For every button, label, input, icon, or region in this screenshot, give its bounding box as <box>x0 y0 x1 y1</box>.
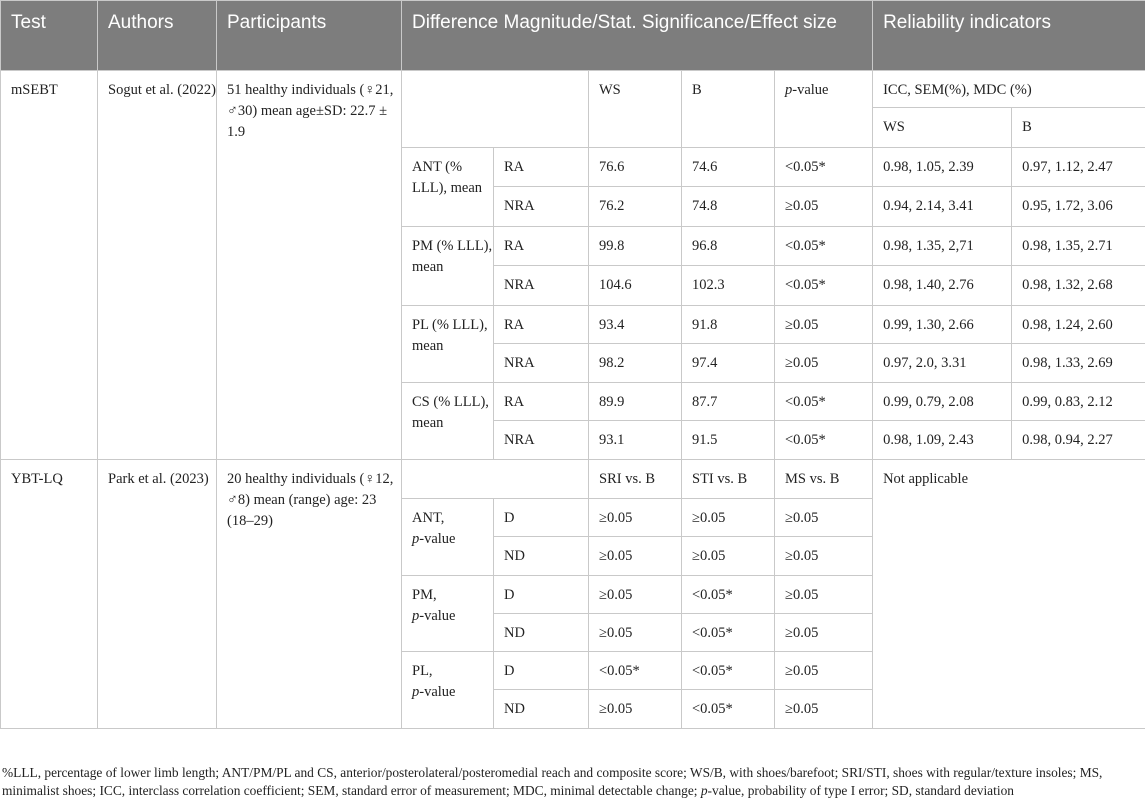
cell-test: mSEBT <box>1 71 98 460</box>
p-value: ≥0.05 <box>775 187 873 227</box>
sti-value: ≥0.05 <box>682 499 775 537</box>
b-value: 91.5 <box>682 421 775 460</box>
footnote-part2: -value, probability of type I error; SD, standard deviation <box>708 783 1014 798</box>
rel-b-value: 0.99, 0.83, 2.12 <box>1012 383 1145 421</box>
header-reliability: Reliability indicators <box>873 1 1145 71</box>
sti-value: <0.05* <box>682 690 775 729</box>
p-value: <0.05* <box>775 227 873 266</box>
col-ms-header: MS vs. B <box>775 460 873 499</box>
rel-b-value: 0.98, 0.94, 2.27 <box>1012 421 1145 460</box>
cell-empty-header <box>402 71 589 148</box>
measure-label: CS (% LLL), mean <box>402 383 494 460</box>
p-value: ≥0.05 <box>775 344 873 383</box>
rel-b-value: 0.98, 1.35, 2.71 <box>1012 227 1145 266</box>
rel-b-value: 0.95, 1.72, 3.06 <box>1012 187 1145 227</box>
pvalue-rest: -value <box>419 531 455 547</box>
b-value: 74.8 <box>682 187 775 227</box>
ws-value: 93.1 <box>589 421 682 460</box>
pvalue-rest: -value <box>419 684 455 700</box>
ms-value: ≥0.05 <box>775 499 873 537</box>
rel-ws-header: WS <box>873 108 1012 148</box>
ws-value: 76.2 <box>589 187 682 227</box>
rel-b-value: 0.98, 1.24, 2.60 <box>1012 306 1145 344</box>
col-sri-header: SRI vs. B <box>589 460 682 499</box>
sri-value: ≥0.05 <box>589 537 682 576</box>
sri-value: <0.05* <box>589 652 682 690</box>
p-value: <0.05* <box>775 421 873 460</box>
study-msebt-body <box>1 71 1145 460</box>
pvalue-italic: p <box>785 82 792 98</box>
pvalue-italic: p <box>412 684 419 700</box>
measure-label <box>402 499 494 576</box>
ws-value: 76.6 <box>589 148 682 187</box>
cell-authors: Sogut et al. (2022) <box>98 71 217 460</box>
measure-label: PL (% LLL), mean <box>402 306 494 383</box>
condition-cell: NRA <box>494 187 589 227</box>
footnote-p-italic: p <box>701 783 708 798</box>
rel-ws-value: 0.98, 1.09, 2.43 <box>873 421 1012 460</box>
measure-label <box>402 576 494 652</box>
cell-test: YBT-LQ <box>1 460 98 729</box>
measure-label: PM (% LLL), mean <box>402 227 494 306</box>
cell-participants: 20 healthy individuals (♀12, ♂8) mean (range) age: 23 (18–29) <box>217 460 402 729</box>
b-value: 102.3 <box>682 266 775 306</box>
study-ybt-body <box>1 460 1145 729</box>
table-row <box>1 460 1145 499</box>
table-footnote <box>0 764 1140 800</box>
rel-b-header: B <box>1012 108 1145 148</box>
b-value: 74.6 <box>682 148 775 187</box>
ws-value: 93.4 <box>589 306 682 344</box>
ms-value: ≥0.05 <box>775 537 873 576</box>
b-value: 91.8 <box>682 306 775 344</box>
condition-cell: NRA <box>494 421 589 460</box>
measure-name: ANT, <box>412 510 444 526</box>
ws-value: 89.9 <box>589 383 682 421</box>
col-b-header: B <box>682 71 775 148</box>
sri-value: ≥0.05 <box>589 690 682 729</box>
condition-cell: D <box>494 576 589 614</box>
sti-value: <0.05* <box>682 576 775 614</box>
rel-ws-value: 0.99, 1.30, 2.66 <box>873 306 1012 344</box>
sti-value: <0.05* <box>682 652 775 690</box>
b-value: 96.8 <box>682 227 775 266</box>
measure-name: PL, <box>412 663 433 679</box>
ms-value: ≥0.05 <box>775 652 873 690</box>
header-difference: Difference Magnitude/Stat. Significance/Effect size <box>402 1 873 71</box>
condition-cell: RA <box>494 148 589 187</box>
pvalue-rest: -value <box>419 608 455 624</box>
rel-ws-value: 0.94, 2.14, 3.41 <box>873 187 1012 227</box>
condition-cell: RA <box>494 306 589 344</box>
cell-authors: Park et al. (2023) <box>98 460 217 729</box>
header-authors: Authors <box>98 1 217 71</box>
col-ws-header: WS <box>589 71 682 148</box>
condition-cell: NRA <box>494 266 589 306</box>
ms-value: ≥0.05 <box>775 614 873 652</box>
measure-label: ANT (% LLL), mean <box>402 148 494 227</box>
b-value: 87.7 <box>682 383 775 421</box>
condition-cell: ND <box>494 537 589 576</box>
reliability-subheader: ICC, SEM(%), MDC (%) <box>873 71 1145 108</box>
condition-cell: ND <box>494 614 589 652</box>
rel-ws-value: 0.98, 1.05, 2.39 <box>873 148 1012 187</box>
measure-label <box>402 652 494 729</box>
sri-value: ≥0.05 <box>589 576 682 614</box>
p-value: <0.05* <box>775 266 873 306</box>
condition-cell: RA <box>494 383 589 421</box>
reliability-na: Not applicable <box>873 460 1145 729</box>
measure-name: PM, <box>412 587 437 603</box>
pvalue-italic: p <box>412 531 419 547</box>
cell-empty-header <box>402 460 589 499</box>
condition-cell: RA <box>494 227 589 266</box>
sti-value: ≥0.05 <box>682 537 775 576</box>
p-value: <0.05* <box>775 148 873 187</box>
b-value: 97.4 <box>682 344 775 383</box>
ms-value: ≥0.05 <box>775 690 873 729</box>
rel-b-value: 0.97, 1.12, 2.47 <box>1012 148 1145 187</box>
ws-value: 104.6 <box>589 266 682 306</box>
header-test: Test <box>1 1 98 71</box>
col-pvalue-header <box>775 71 873 148</box>
condition-cell: D <box>494 652 589 690</box>
rel-ws-value: 0.98, 1.40, 2.76 <box>873 266 1012 306</box>
condition-cell: ND <box>494 690 589 729</box>
sti-value: <0.05* <box>682 614 775 652</box>
rel-b-value: 0.98, 1.32, 2.68 <box>1012 266 1145 306</box>
p-value: ≥0.05 <box>775 306 873 344</box>
header-row <box>1 1 1145 71</box>
ws-value: 98.2 <box>589 344 682 383</box>
footnote-part1: %LLL, percentage of lower limb length; ANT/PM/PL and CS, anterior/posterolateral/posteromedial reach and composite score; WS/B, with shoes/barefoot; SRI/STI, shoes with regular/texture insoles; MS, minimalist shoes; ICC, interclass correlation coefficient; SEM, standard error of measurement; MDC, minimal detectable change; <box>2 765 1102 798</box>
col-sti-header: STI vs. B <box>682 460 775 499</box>
sri-value: ≥0.05 <box>589 499 682 537</box>
sri-value: ≥0.05 <box>589 614 682 652</box>
rel-b-value: 0.98, 1.33, 2.69 <box>1012 344 1145 383</box>
table-row <box>1 71 1145 108</box>
pvalue-rest: -value <box>792 82 828 98</box>
condition-cell: D <box>494 499 589 537</box>
pvalue-italic: p <box>412 608 419 624</box>
p-value: <0.05* <box>775 383 873 421</box>
condition-cell: NRA <box>494 344 589 383</box>
ws-value: 99.8 <box>589 227 682 266</box>
rel-ws-value: 0.97, 2.0, 3.31 <box>873 344 1012 383</box>
cell-participants: 51 healthy individuals (♀21, ♂30) mean age±SD: 22.7 ± 1.9 <box>217 71 402 460</box>
ms-value: ≥0.05 <box>775 576 873 614</box>
header-participants: Participants <box>217 1 402 71</box>
rel-ws-value: 0.99, 0.79, 2.08 <box>873 383 1012 421</box>
rel-ws-value: 0.98, 1.35, 2,71 <box>873 227 1012 266</box>
